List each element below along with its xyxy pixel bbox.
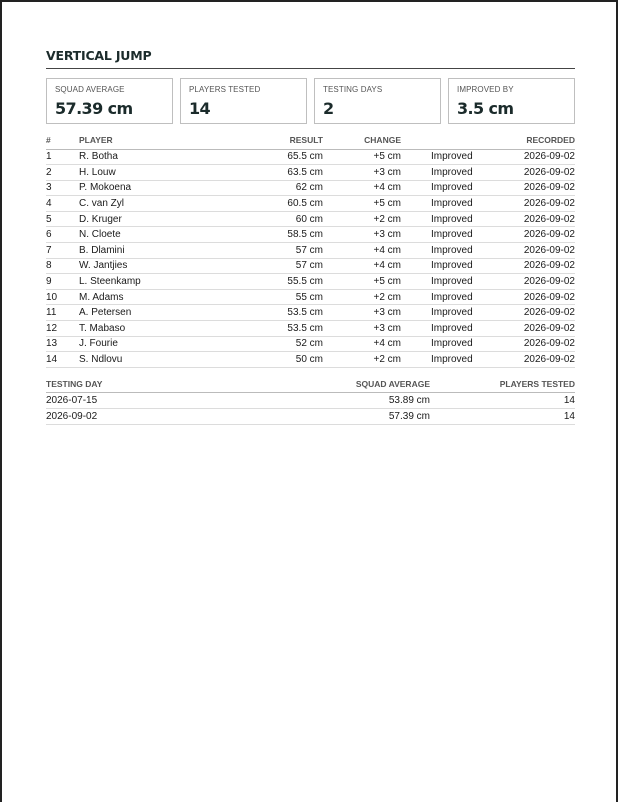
cell-change: +5 cm bbox=[323, 274, 401, 290]
cell-result: 60 cm bbox=[219, 211, 323, 227]
cell-change: +3 cm bbox=[323, 227, 401, 243]
cell-result: 57 cm bbox=[219, 258, 323, 274]
cell-player: T. Mabaso bbox=[79, 321, 219, 337]
cell-player: S. Ndlovu bbox=[79, 352, 219, 368]
cell-result: 62 cm bbox=[219, 180, 323, 196]
stat-value: 3.5 cm bbox=[457, 99, 514, 118]
table-row bbox=[46, 321, 575, 337]
cell-player: B. Dlamini bbox=[79, 243, 219, 259]
stat-card-improved-by bbox=[448, 78, 575, 124]
cell-change: +2 cm bbox=[323, 289, 401, 305]
stat-card-squad-average bbox=[46, 78, 173, 124]
cell-player: M. Adams bbox=[79, 289, 219, 305]
cell-recorded: 2026-09-02 bbox=[475, 321, 575, 337]
cell-num: 12 bbox=[46, 321, 79, 337]
cell-status: Improved bbox=[401, 289, 475, 305]
page-title: VERTICAL JUMP bbox=[46, 48, 575, 69]
cell-status: Improved bbox=[401, 321, 475, 337]
report-content bbox=[46, 48, 575, 425]
cell-change: +3 cm bbox=[323, 165, 401, 181]
cell-result: 50 cm bbox=[219, 352, 323, 368]
header-squad-average: SQUAD AVERAGE bbox=[240, 375, 430, 393]
table-row bbox=[46, 258, 575, 274]
cell-recorded: 2026-09-02 bbox=[475, 180, 575, 196]
header-change: CHANGE bbox=[323, 131, 401, 149]
table-row bbox=[46, 305, 575, 321]
cell-recorded: 2026-09-02 bbox=[475, 274, 575, 290]
cell-player: L. Steenkamp bbox=[79, 274, 219, 290]
table-row bbox=[46, 393, 575, 409]
cell-recorded: 2026-09-02 bbox=[475, 227, 575, 243]
cell-recorded: 2026-09-02 bbox=[475, 196, 575, 212]
cell-player: D. Kruger bbox=[79, 211, 219, 227]
cell-recorded: 2026-09-02 bbox=[475, 211, 575, 227]
cell-num: 7 bbox=[46, 243, 79, 259]
header-players-tested: PLAYERS TESTED bbox=[430, 375, 575, 393]
table-row bbox=[46, 165, 575, 181]
players-table bbox=[46, 131, 575, 368]
cell-result: 63.5 cm bbox=[219, 165, 323, 181]
table-row bbox=[46, 180, 575, 196]
cell-change: +3 cm bbox=[323, 321, 401, 337]
table-row bbox=[46, 149, 575, 165]
header-status bbox=[401, 131, 475, 149]
cell-player: H. Louw bbox=[79, 165, 219, 181]
cell-result: 53.5 cm bbox=[219, 321, 323, 337]
cell-num: 11 bbox=[46, 305, 79, 321]
cell-recorded: 2026-09-02 bbox=[475, 243, 575, 259]
stat-card-players-tested bbox=[180, 78, 307, 124]
testing-days-header bbox=[46, 375, 575, 393]
cell-recorded: 2026-09-02 bbox=[475, 258, 575, 274]
cell-recorded: 2026-09-02 bbox=[475, 352, 575, 368]
cell-num: 3 bbox=[46, 180, 79, 196]
header-player: PLAYER bbox=[79, 131, 219, 149]
cell-num: 1 bbox=[46, 149, 79, 165]
cell-testing-day: 2026-07-15 bbox=[46, 393, 240, 409]
stats-row bbox=[46, 78, 575, 124]
table-row bbox=[46, 409, 575, 425]
cell-status: Improved bbox=[401, 258, 475, 274]
cell-result: 65.5 cm bbox=[219, 149, 323, 165]
table-row bbox=[46, 352, 575, 368]
cell-change: +4 cm bbox=[323, 258, 401, 274]
cell-result: 52 cm bbox=[219, 336, 323, 352]
cell-recorded: 2026-09-02 bbox=[475, 289, 575, 305]
stat-label: TESTING DAYS bbox=[323, 85, 383, 94]
cell-change: +4 cm bbox=[323, 243, 401, 259]
table-row bbox=[46, 336, 575, 352]
cell-result: 55.5 cm bbox=[219, 274, 323, 290]
cell-num: 10 bbox=[46, 289, 79, 305]
cell-change: +3 cm bbox=[323, 305, 401, 321]
table-row bbox=[46, 243, 575, 259]
testing-days-body bbox=[46, 393, 575, 425]
cell-testing-day: 2026-09-02 bbox=[46, 409, 240, 425]
header-recorded: RECORDED bbox=[475, 131, 575, 149]
cell-result: 55 cm bbox=[219, 289, 323, 305]
cell-status: Improved bbox=[401, 180, 475, 196]
stat-label: IMPROVED BY bbox=[457, 85, 514, 94]
cell-player: A. Petersen bbox=[79, 305, 219, 321]
cell-num: 14 bbox=[46, 352, 79, 368]
cell-player: W. Jantjies bbox=[79, 258, 219, 274]
cell-player: R. Botha bbox=[79, 149, 219, 165]
cell-players-tested: 14 bbox=[430, 393, 575, 409]
cell-result: 60.5 cm bbox=[219, 196, 323, 212]
cell-status: Improved bbox=[401, 196, 475, 212]
stat-value: 2 bbox=[323, 99, 334, 118]
cell-num: 9 bbox=[46, 274, 79, 290]
cell-status: Improved bbox=[401, 165, 475, 181]
stat-value: 14 bbox=[189, 99, 211, 118]
cell-squad-average: 57.39 cm bbox=[240, 409, 430, 425]
table-row bbox=[46, 196, 575, 212]
cell-change: +2 cm bbox=[323, 211, 401, 227]
cell-recorded: 2026-09-02 bbox=[475, 336, 575, 352]
table-row bbox=[46, 227, 575, 243]
cell-num: 5 bbox=[46, 211, 79, 227]
header-num: # bbox=[46, 131, 79, 149]
cell-recorded: 2026-09-02 bbox=[475, 305, 575, 321]
cell-change: +5 cm bbox=[323, 149, 401, 165]
cell-result: 57 cm bbox=[219, 243, 323, 259]
stat-value: 57.39 cm bbox=[55, 99, 133, 118]
table-row bbox=[46, 274, 575, 290]
cell-status: Improved bbox=[401, 211, 475, 227]
cell-player: N. Cloete bbox=[79, 227, 219, 243]
cell-status: Improved bbox=[401, 336, 475, 352]
table-row bbox=[46, 289, 575, 305]
cell-status: Improved bbox=[401, 305, 475, 321]
cell-recorded: 2026-09-02 bbox=[475, 165, 575, 181]
players-table-header bbox=[46, 131, 575, 149]
cell-num: 6 bbox=[46, 227, 79, 243]
cell-status: Improved bbox=[401, 227, 475, 243]
cell-status: Improved bbox=[401, 149, 475, 165]
stat-card-testing-days bbox=[314, 78, 441, 124]
cell-status: Improved bbox=[401, 243, 475, 259]
header-testing-day: TESTING DAY bbox=[46, 375, 240, 393]
header-result: RESULT bbox=[219, 131, 323, 149]
cell-status: Improved bbox=[401, 352, 475, 368]
table-row bbox=[46, 211, 575, 227]
cell-player: J. Fourie bbox=[79, 336, 219, 352]
cell-player: C. van Zyl bbox=[79, 196, 219, 212]
testing-days-table bbox=[46, 375, 575, 426]
cell-change: +4 cm bbox=[323, 336, 401, 352]
cell-player: P. Mokoena bbox=[79, 180, 219, 196]
cell-num: 4 bbox=[46, 196, 79, 212]
cell-change: +4 cm bbox=[323, 180, 401, 196]
players-table-body bbox=[46, 149, 575, 367]
cell-num: 8 bbox=[46, 258, 79, 274]
cell-players-tested: 14 bbox=[430, 409, 575, 425]
cell-num: 13 bbox=[46, 336, 79, 352]
cell-squad-average: 53.89 cm bbox=[240, 393, 430, 409]
cell-num: 2 bbox=[46, 165, 79, 181]
cell-recorded: 2026-09-02 bbox=[475, 149, 575, 165]
cell-change: +2 cm bbox=[323, 352, 401, 368]
stat-label: PLAYERS TESTED bbox=[189, 85, 261, 94]
cell-result: 53.5 cm bbox=[219, 305, 323, 321]
cell-status: Improved bbox=[401, 274, 475, 290]
stat-label: SQUAD AVERAGE bbox=[55, 85, 125, 94]
cell-result: 58.5 cm bbox=[219, 227, 323, 243]
cell-change: +5 cm bbox=[323, 196, 401, 212]
